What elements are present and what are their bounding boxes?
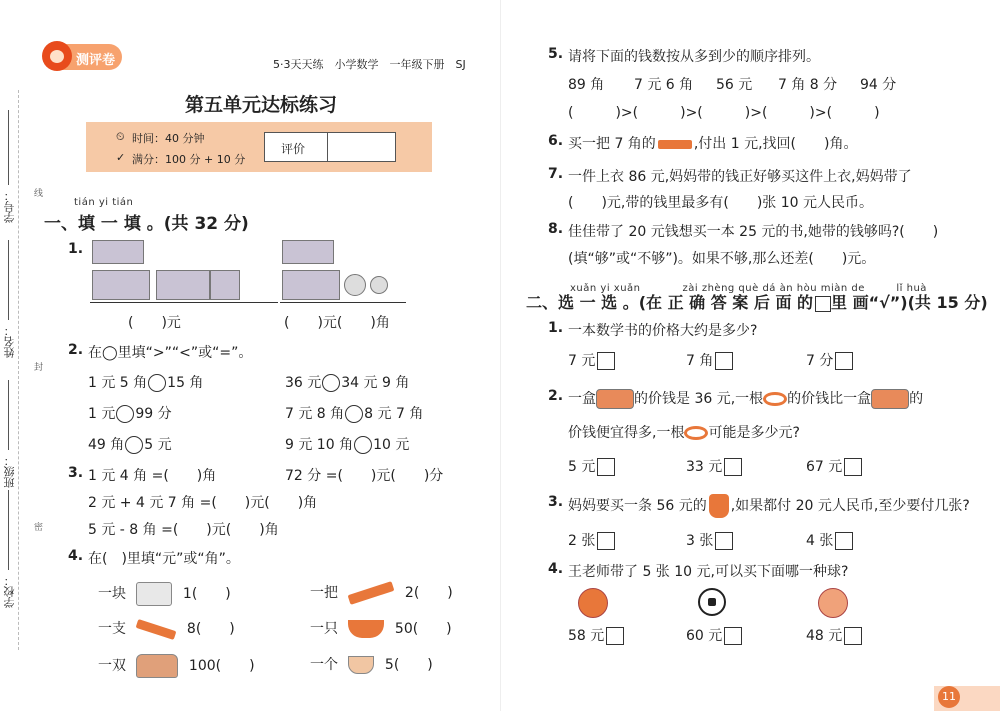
q1-money-group-b	[282, 240, 422, 304]
page-number: 11	[938, 686, 960, 708]
name-label: 姓名：	[3, 325, 16, 358]
c2-option-c: 67 元	[806, 456, 862, 476]
id-label: 学号：	[3, 190, 16, 223]
c2-option-a: 5 元	[568, 456, 615, 476]
test-badge	[44, 44, 122, 70]
c2-number: 2.	[548, 388, 564, 404]
banknote-10-icon	[92, 270, 150, 300]
skirt-icon	[709, 494, 729, 518]
q7-number: 7.	[548, 166, 564, 182]
rating-box	[264, 132, 396, 162]
boat-icon	[348, 620, 384, 638]
class-label: 班级：	[3, 455, 16, 488]
banknote-10-icon	[282, 270, 340, 300]
section2-pinyin: xuǎn yi xuǎn zài zhèng què dá àn hòu miàn de lǐ huà	[570, 283, 927, 294]
q4-item-boat: 一只 50( )	[310, 621, 452, 637]
answer-checkbox[interactable]	[597, 458, 615, 476]
compare-circle[interactable]	[148, 374, 166, 392]
id-field[interactable]	[8, 110, 9, 185]
page-divider	[500, 0, 501, 711]
seal-mark-mi: 密	[34, 523, 44, 533]
q5-value-3: 56 元	[716, 77, 753, 93]
section1-pinyin: tián yi tián	[74, 197, 134, 208]
q2-row1-left: 1 元 5 角 15 角	[88, 375, 204, 391]
school-field[interactable]	[8, 490, 9, 570]
answer-checkbox[interactable]	[835, 352, 853, 370]
c2-line2: 价钱便宜得多,一根 可能是多少元?	[568, 425, 800, 441]
q5-order-blanks[interactable]: ( )>( )>( )>( )>( )	[568, 105, 880, 121]
seal-mark-xian: 线	[34, 189, 44, 199]
q4-item-shoe: 一双 100( )	[98, 654, 255, 678]
knife-icon	[658, 140, 692, 149]
section2-title: 二、选 一 选 。(在 正 确 答 案 后 面 的 里 画“√”)(共 15 分)	[526, 293, 988, 312]
c1-option-a: 7 元	[568, 350, 615, 370]
rating-label: 评价	[281, 142, 306, 156]
name-field[interactable]	[8, 240, 9, 320]
q5-value-4: 7 角 8 分	[778, 77, 838, 93]
q4-instruction: 在( )里填“元”或“角”。	[88, 551, 240, 567]
coin-1yuan-icon	[344, 274, 366, 296]
info-panel	[86, 122, 432, 172]
answer-checkbox[interactable]	[606, 627, 624, 645]
c3-option-a: 2 张	[568, 530, 615, 550]
answer-checkbox[interactable]	[835, 532, 853, 550]
q4-item-pencil: 一支 8( )	[98, 618, 235, 638]
check-icon: ✓	[116, 151, 126, 164]
c4-number: 4.	[548, 561, 564, 577]
full-score: 满分：100 分 + 10 分	[132, 153, 246, 166]
q2-row3-right: 9 元 10 角 10 元	[285, 437, 410, 453]
basketball-icon	[578, 588, 608, 618]
compare-circle[interactable]	[354, 436, 372, 454]
cup-icon	[348, 656, 374, 674]
compare-circle[interactable]	[125, 436, 143, 454]
q1-money-group-a	[92, 240, 232, 304]
q1-brace-b	[280, 302, 406, 303]
eraser-icon	[136, 582, 172, 606]
banknote-20-icon	[282, 240, 334, 264]
c1-option-c: 7 分	[806, 350, 853, 370]
binding-dashed-line	[18, 90, 20, 650]
c4-option-c: 48 元	[806, 625, 862, 645]
q8-number: 8.	[548, 221, 564, 237]
answer-checkbox[interactable]	[844, 627, 862, 645]
q3-number: 3.	[68, 465, 84, 481]
c3-question: 妈妈要买一条 56 元的 ,如果都付 20 元人民币,至少要付几张?	[568, 494, 970, 518]
banknote-1-icon	[210, 270, 240, 300]
checkbox-sample	[815, 296, 831, 312]
coin-5jiao-icon	[370, 276, 388, 294]
mascot-icon	[42, 41, 72, 71]
answer-checkbox[interactable]	[597, 352, 615, 370]
q3-line2: 2 元 + 4 元 7 角 =( )元( )角	[88, 495, 318, 511]
q4-item-eraser: 一块 1( )	[98, 582, 231, 606]
compare-circle[interactable]	[116, 405, 134, 423]
q3-line1-right: 72 分 =( )元( )分	[285, 468, 444, 484]
banknote-5-icon	[156, 270, 210, 300]
q2-row2-left: 1 元 99 分	[88, 406, 172, 422]
q6-number: 6.	[548, 133, 564, 149]
q4-item-cup: 一个 5( )	[310, 657, 433, 673]
answer-checkbox[interactable]	[724, 627, 742, 645]
c4-option-b: 60 元	[686, 625, 742, 645]
series-label: 5·3天天练 小学数学 一年级下册 SJ	[273, 58, 466, 71]
q5-value-1: 89 角	[568, 77, 605, 93]
school-label: 学校：	[3, 575, 16, 608]
q3-line1: 1 元 4 角 =( )角	[88, 468, 217, 484]
crayon-box-icon	[871, 389, 909, 409]
seal-mark-feng: 封	[34, 363, 44, 373]
answer-checkbox[interactable]	[844, 458, 862, 476]
c4-question: 王老师带了 5 张 10 元,可以买下面哪一种球?	[568, 564, 849, 580]
class-field[interactable]	[8, 380, 9, 450]
q1-answer-b: ( )元( )角	[284, 315, 390, 331]
badge-text: 测评卷	[76, 53, 116, 68]
answer-checkbox[interactable]	[715, 532, 733, 550]
q6-text: 买一把 7 角的 ,付出 1 元,找回( )角。	[568, 136, 858, 152]
pencil-icon	[136, 619, 177, 640]
jump-rope-icon	[763, 392, 787, 406]
q5-value-2: 7 元 6 角	[634, 77, 694, 93]
q8-line1: 佳佳带了 20 元钱想买一本 25 元的书,她带的钱够吗?( )	[568, 224, 939, 240]
q4-item-knife: 一把 2( )	[310, 582, 453, 602]
q1-brace-a	[90, 302, 278, 303]
q8-line2: (填“够”或“不够”)。如果不够,那么还差( )元。	[568, 251, 876, 267]
q2-row3-left: 49 角 5 元	[88, 437, 172, 453]
c3-option-b: 3 张	[686, 530, 733, 550]
knife-icon	[348, 581, 395, 605]
q5-instruction: 请将下面的钱数按从多到少的顺序排列。	[568, 49, 820, 65]
time-limit: 时间：40 分钟	[132, 132, 205, 145]
c2-line1: 一盒 的价钱是 36 元,一根 的价钱比一盒 的	[568, 391, 924, 407]
crayon-box-icon	[596, 389, 634, 409]
jump-rope-icon	[684, 426, 708, 440]
c3-number: 3.	[548, 494, 564, 510]
c1-option-b: 7 角	[686, 350, 733, 370]
q1-number: 1.	[68, 241, 84, 257]
q2-instruction: 在◯里填“>”“<”或“=”。	[88, 345, 253, 361]
q7-line1: 一件上衣 86 元,妈妈带的钱正好够买这件上衣,妈妈带了	[568, 169, 912, 185]
soccer-ball-icon	[698, 588, 726, 616]
section1-title: 一、填 一 填 。(共 32 分)	[44, 214, 249, 234]
q4-number: 4.	[68, 548, 84, 564]
q2-row2-right: 7 元 8 角 8 元 7 角	[285, 406, 424, 422]
c1-question: 一本数学书的价格大约是多少?	[568, 323, 758, 339]
c3-option-c: 4 张	[806, 530, 853, 550]
page-number-tab	[934, 686, 1000, 711]
q3-line3: 5 元 - 8 角 =( )元( )角	[88, 522, 279, 538]
c1-number: 1.	[548, 320, 564, 336]
compare-circle[interactable]	[322, 374, 340, 392]
c4-option-a: 58 元	[568, 625, 624, 645]
volleyball-icon	[818, 588, 848, 618]
q5-number: 5.	[548, 46, 564, 62]
answer-checkbox[interactable]	[724, 458, 742, 476]
c2-option-b: 33 元	[686, 456, 742, 476]
q2-row1-right: 36 元 34 元 9 角	[285, 375, 410, 391]
q7-line2: ( )元,带的钱里最多有( )张 10 元人民币。	[568, 195, 874, 211]
shoe-icon	[136, 654, 178, 678]
q1-answer-a: ( )元	[128, 315, 181, 331]
clock-icon: ⏲	[116, 130, 125, 143]
compare-circle[interactable]	[345, 405, 363, 423]
page-title: 第五单元达标练习	[185, 94, 338, 116]
answer-checkbox[interactable]	[597, 532, 615, 550]
answer-checkbox[interactable]	[715, 352, 733, 370]
q5-value-5: 94 分	[860, 77, 897, 93]
q2-number: 2.	[68, 342, 84, 358]
banknote-50-icon	[92, 240, 144, 264]
